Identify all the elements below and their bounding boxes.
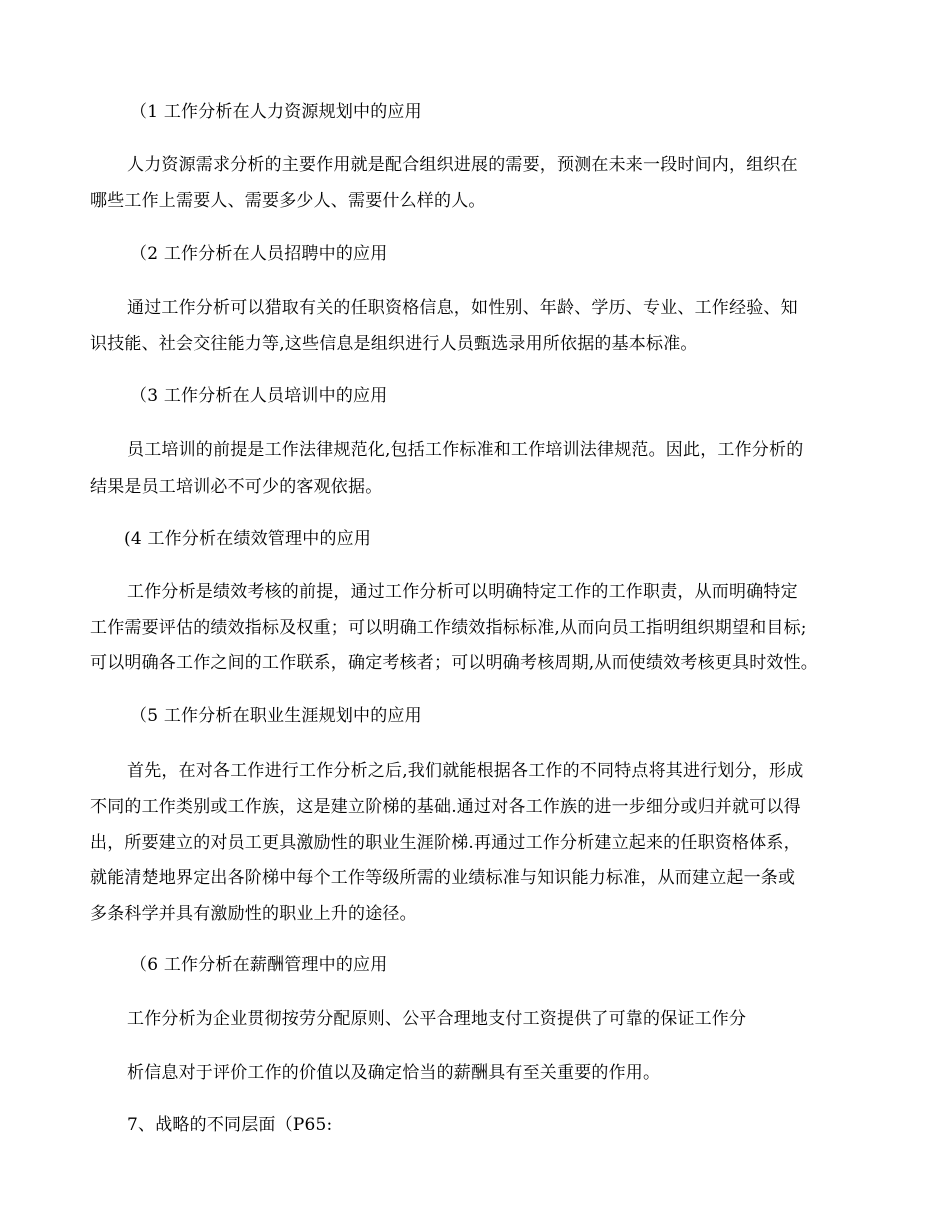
paragraph-line: 通过工作分析可以猎取有关的任职资格信息，如性别、年龄、学历、专业、工作经验、知 [127, 298, 798, 318]
section-heading-6: （6 工作分析在薪酬管理中的应用 [130, 955, 388, 975]
paragraph-line: 工作分析是绩效考核的前提，通过工作分析可以明确特定工作的工作职责，从而明确特定 [127, 582, 798, 602]
section-heading-3: （3 工作分析在人员培训中的应用 [130, 386, 388, 406]
paragraph-line: 不同的工作类别或工作族，这是建立阶梯的基础.通过对各工作族的进一步细分或归并就可以得 [90, 797, 801, 817]
paragraph-line: 工作分析为企业贯彻按劳分配原则、公平合理地支付工资提供了可靠的保证工作分 [127, 1009, 747, 1029]
section-heading-1: （1 工作分析在人力资源规划中的应用 [130, 102, 422, 122]
paragraph-line: 结果是员工培训必不可少的客观依据。 [90, 477, 383, 497]
paragraph-line: 识技能、社会交往能力等,这些信息是组织进行人员甄选录用所依据的基本标准。 [90, 334, 698, 354]
paragraph-line: 人力资源需求分析的主要作用就是配合组织进展的需要，预测在未来一段时间内，组织在 [127, 155, 798, 175]
paragraph-line: 员工培训的前提是工作法律规范化,包括工作标准和工作培训法律规范。因此，工作分析的 [127, 440, 804, 460]
paragraph-line: 首先，在对各工作进行工作分析之后,我们就能根据各工作的不同特点将其进行划分，形成 [127, 761, 804, 781]
paragraph-line: 出，所要建立的对员工更具激励性的职业生涯阶梯.再通过工作分析建立起来的任职资格体系， [90, 833, 801, 853]
paragraph-line: 多条科学并具有激励性的职业上升的途径。 [90, 904, 417, 924]
paragraph-line: 可以明确各工作之间的工作联系，确定考核者；可以明确考核周期,从而使绩效考核更具时效性。 [90, 653, 819, 673]
section-heading-2: （2 工作分析在人员招聘中的应用 [130, 244, 388, 264]
paragraph-line: 析信息对于评价工作的价值以及确定恰当的薪酬具有至关重要的作用。 [127, 1063, 661, 1083]
section-heading-7: 7、战略的不同层面（P65: [127, 1115, 333, 1135]
section-heading-5: （5 工作分析在职业生涯规划中的应用 [130, 706, 422, 726]
paragraph-line: 哪些工作上需要人、需要多少人、需要什么样的人。 [90, 191, 486, 211]
paragraph-line: 就能清楚地界定出各阶梯中每个工作等级所需的业绩标准与知识能力标准，从而建立起一条或 [90, 868, 796, 888]
paragraph-line: 工作需要评估的绩效指标及权重；可以明确工作绩效指标标准,从而向员工指明组织期望和目标; [90, 618, 807, 638]
section-heading-4: (4 工作分析在绩效管理中的应用 [124, 529, 372, 549]
